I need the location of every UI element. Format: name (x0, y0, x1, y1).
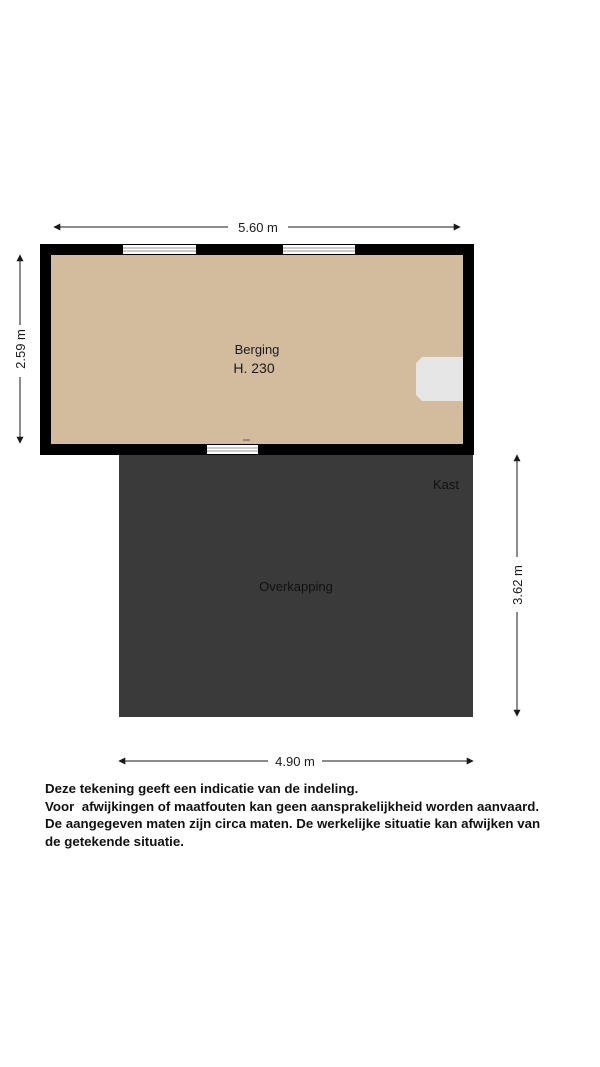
dimension-top (54, 220, 460, 235)
dimension-left (13, 255, 28, 443)
disclaimer (45, 780, 595, 850)
disclaimer-line-1: Deze tekening geeft een indicatie van de indeling. (45, 781, 359, 796)
dimension-left-label: 2.59 m (13, 329, 28, 369)
disclaimer-line-2: Voor afwijkingen of maatfouten kan geen aansprakelijkheid worden aanvaard. (45, 798, 540, 814)
dimension-top-label: 5.60 m (238, 220, 278, 235)
window-top-right (283, 245, 355, 254)
window-top-left (123, 245, 196, 254)
dimension-right (510, 455, 525, 716)
dimension-bottom (119, 754, 473, 769)
room-label-overkapping: Overkapping (259, 579, 333, 594)
room-label-berging: Berging (234, 342, 280, 357)
room-height-berging: H. 230 (233, 360, 275, 376)
disclaimer-line-3: De aangegeven maten zijn circa maten. De werkelijke situatie kan afwijken van (45, 816, 541, 831)
dimension-right-label: 3.62 m (510, 565, 525, 605)
cabinet-shape (416, 357, 463, 401)
dimension-bottom-label: 4.90 m (275, 754, 315, 769)
disclaimer-line-4: de getekende situatie. (45, 833, 184, 849)
room-label-kast: Kast (432, 477, 460, 492)
